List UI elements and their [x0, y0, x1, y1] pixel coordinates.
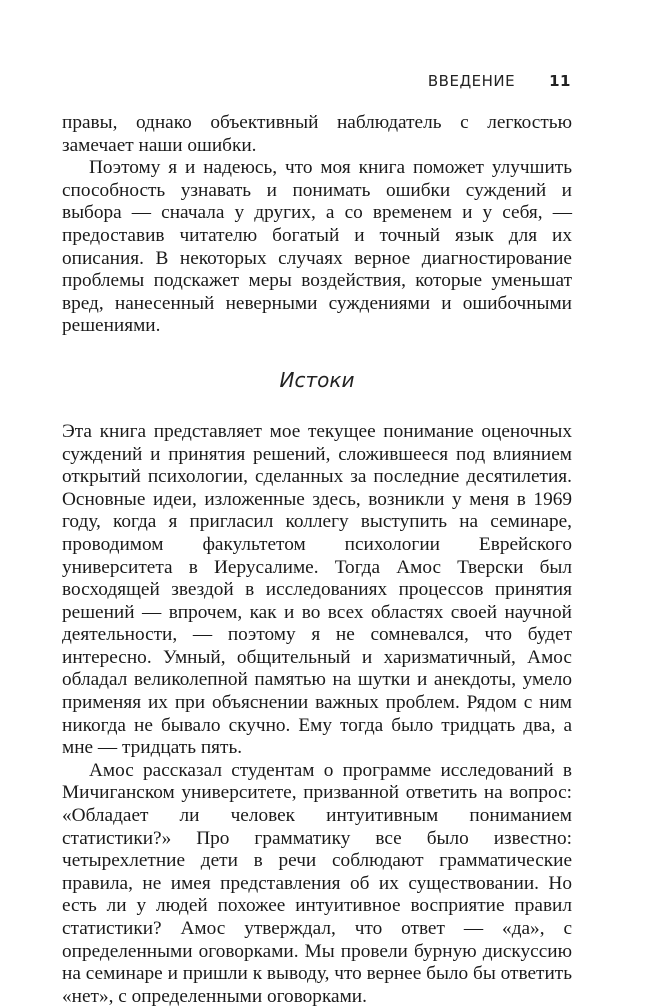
paragraph: Поэтому я и надеюсь, что моя книга поможет улучшить способность узнавать и понимать ошибки суждений и выбора — сначала у других, а со временем и у себя, — предоставив читателю богатый и точный язык для их описания. В некоторых случаях верное диагностирование проблемы подскажет меры воздействия, которые уменьшат вред, нанесенный неверными суждениями и ошибочными решениями.: [62, 157, 572, 337]
page-body: [62, 112, 572, 1008]
paragraph: Эта книга представляет мое текущее понимание оценочных суждений и принятия решений, сложившееся под влиянием открытий психологии, сделанных за последние десятилетия. Основные идеи, изложенные здесь, возникли у меня в 1969 году, когда я пригласил коллегу выступить на семинаре, проводимом факультетом психологии Еврейского университета в Иерусалиме. Тогда Амос Тверски был восходящей звездой в исследованиях процессов принятия решений — впрочем, как и во всех областях своей научной деятельности, — поэтому я не сомневался, что будет интересно. Умный, общительный и харизматичный, Амос обладал великолепной памятью на шутки и анекдоты, умело применяя их при объяснении важных проблем. Рядом с ним никогда не бывало скучно. Ему тогда было тридцать два, а мне — тридцать пять.: [62, 420, 572, 759]
running-header: [62, 72, 571, 90]
section-title: ВВЕДЕНИЕ: [427, 72, 516, 90]
paragraph: Амос рассказал студентам о программе исследований в Мичиганском университете, призванной ответить на вопрос: «Обладает ли человек интуитивным пониманием статистики?» Про грамматику все было известно: четырехлетние дети в речи соблюдают грамматические правила, не имея представления об их существовании. Но есть ли у людей похожее интуитивное восприятие правил статистики? Амос утверждал, что ответ — «да», с определенными оговорками. Мы провели бурную дискуссию на семинаре и пришли к выводу, что вернее было бы ответить «нет», с определенными оговорками.: [62, 759, 572, 1007]
paragraph-continuation: правы, однако объективный наблюдатель с легкостью замечает наши ошибки.: [62, 112, 572, 156]
page-number: 11: [549, 72, 571, 90]
section-heading: Истоки: [279, 367, 355, 392]
